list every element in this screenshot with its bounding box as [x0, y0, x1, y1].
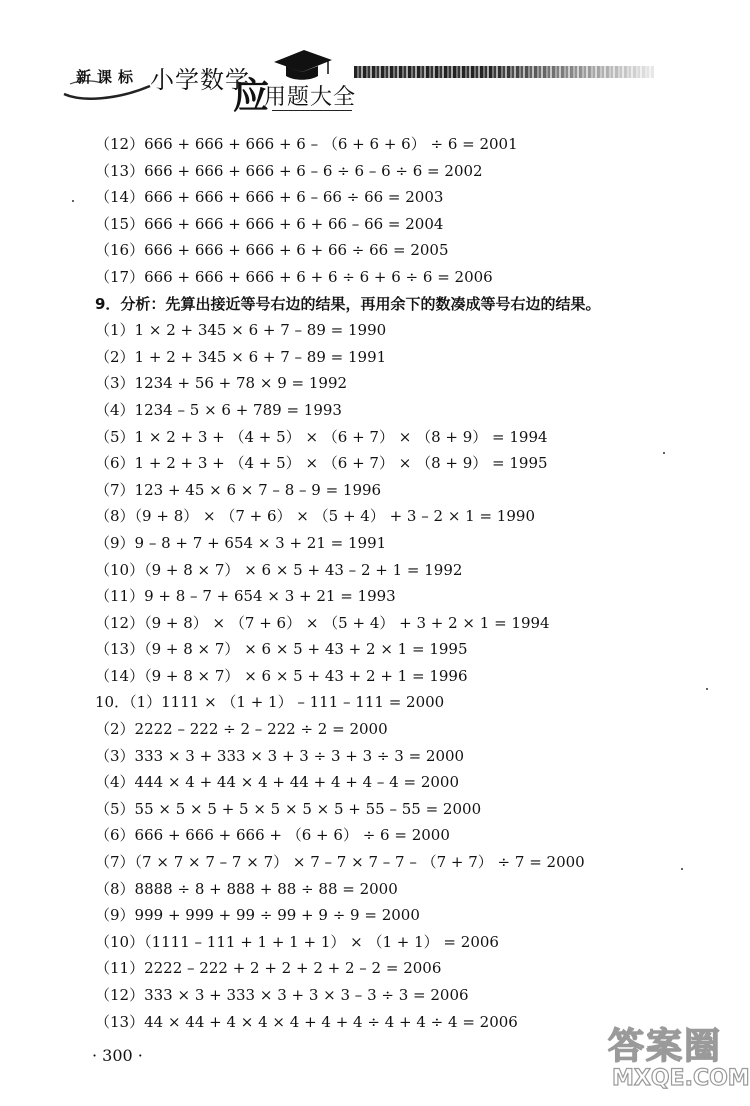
series-label-main: 小学数学 [150, 66, 250, 94]
scan-speck [72, 200, 74, 202]
equation-line: （14）（9 + 8 × 7） × 6 × 5 + 43 + 2 + 1 = 1996 [95, 666, 468, 685]
equation-line: （11）9 + 8 – 7 + 654 × 3 + 21 = 1993 [95, 587, 396, 606]
scan-speck [706, 688, 708, 690]
equation-line: （9）999 + 999 + 99 ÷ 99 + 9 ÷ 9 = 2000 [95, 906, 420, 925]
title-rest: 用题大全 [264, 85, 357, 110]
equation-line: （10）（9 + 8 × 7） × 6 × 5 + 43 – 2 + 1 = 1992 [95, 560, 463, 579]
graduation-cap-icon [270, 48, 334, 84]
answer-lines [95, 131, 685, 1035]
equation-line: （15）666 + 666 + 666 + 6 + 66 – 66 = 2004 [95, 214, 444, 233]
equation-line: （16）666 + 666 + 666 + 6 + 66 ÷ 66 = 2005 [95, 241, 449, 260]
watermark-logo-text: 答案圈 [608, 1026, 723, 1067]
title-large-character: 应 [233, 76, 270, 117]
equation-line: （12）（9 + 8） × （7 + 6） × （5 + 4） + 3 + 2 × 1 = 1994 [95, 613, 550, 632]
watermark [608, 1018, 750, 1098]
equation-line: （6）1 + 2 + 3 + （4 + 5） × （6 + 7） × （8 + 9） = 1995 [95, 454, 548, 473]
equation-line: （12）333 × 3 + 333 × 3 + 3 × 3 – 3 ÷ 3 = 2006 [95, 986, 469, 1004]
watermark-domain: MXQE.COM [612, 1066, 750, 1091]
equation-line: （17）666 + 666 + 666 + 6 + 6 ÷ 6 + 6 ÷ 6 = 2006 [95, 267, 493, 286]
equation-line: 10．（1）1111 × （1 + 1） – 111 – 111 = 2000 [95, 693, 445, 712]
equation-line: （2）1 + 2 + 345 × 6 + 7 – 89 = 1991 [95, 347, 387, 366]
equation-line: （13）（9 + 8 × 7） × 6 × 5 + 43 + 2 × 1 = 1995 [95, 640, 468, 659]
equation-line: （6）666 + 666 + 666 + （6 + 6） ÷ 6 = 2000 [95, 826, 450, 845]
header-decorative-strip [354, 66, 654, 78]
equation-line: （7）123 + 45 × 6 × 7 – 8 – 9 = 1996 [95, 480, 382, 499]
equation-line: （8）8888 ÷ 8 + 888 + 88 ÷ 88 = 2000 [95, 879, 398, 898]
page-number: · 300 · [92, 1046, 143, 1065]
equation-line: （13）666 + 666 + 666 + 6 – 6 ÷ 6 – 6 ÷ 6 = 2002 [95, 161, 483, 180]
series-label-small: 新课标 [76, 68, 140, 86]
equation-line: （3）1234 + 56 + 78 × 9 = 1992 [95, 374, 348, 393]
scan-speck [681, 868, 683, 870]
equation-line: （11）2222 – 222 + 2 + 2 + 2 + 2 – 2 = 2006 [95, 959, 442, 978]
equation-line: （5）55 × 5 × 5 + 5 × 5 × 5 × 5 + 55 – 55 = 2000 [95, 799, 482, 818]
equation-line: （1）1 × 2 + 345 × 6 + 7 – 89 = 1990 [95, 321, 387, 340]
header-underline [272, 110, 352, 111]
equation-line: （8）（9 + 8） × （7 + 6） × （5 + 4） + 3 – 2 × 1 = 1990 [95, 507, 535, 526]
section-heading-line: 9．分析：先算出接近等号右边的结果，再用余下的数凑成等号右边的结果。 [95, 294, 601, 313]
equation-line: （4）1234 – 5 × 6 + 789 = 1993 [95, 400, 342, 419]
equation-line: （4）444 × 4 + 44 × 4 + 44 + 4 + 4 – 4 = 2000 [95, 773, 460, 792]
equation-line: （12）666 + 666 + 666 + 6 – （6 + 6 + 6） ÷ 6 = 2001 [95, 135, 518, 153]
equation-line: （7）（7 × 7 × 7 – 7 × 7） × 7 – 7 × 7 – 7 – （7 + 7） ÷ 7 = 2000 [95, 853, 585, 872]
book-header [58, 46, 658, 118]
equation-line: （13）44 × 44 + 4 × 4 × 4 + 4 + 4 ÷ 4 + 4 ÷ 4 = 2006 [95, 1012, 518, 1031]
equation-line: （3）333 × 3 + 333 × 3 + 3 ÷ 3 + 3 ÷ 3 = 2000 [95, 746, 465, 765]
equation-line: （14）666 + 666 + 666 + 6 – 66 ÷ 66 = 2003 [95, 188, 444, 207]
equation-line: （10）（1111 – 111 + 1 + 1 + 1） × （1 + 1） = 2006 [95, 932, 499, 951]
equation-line: （9）9 – 8 + 7 + 654 × 3 + 21 = 1991 [95, 533, 387, 552]
scan-speck [663, 452, 665, 454]
equation-line: （5）1 × 2 + 3 + （4 + 5） × （6 + 7） × （8 + 9） = 1994 [95, 427, 548, 446]
equation-line: （2）2222 – 222 ÷ 2 – 222 ÷ 2 = 2000 [95, 720, 388, 739]
